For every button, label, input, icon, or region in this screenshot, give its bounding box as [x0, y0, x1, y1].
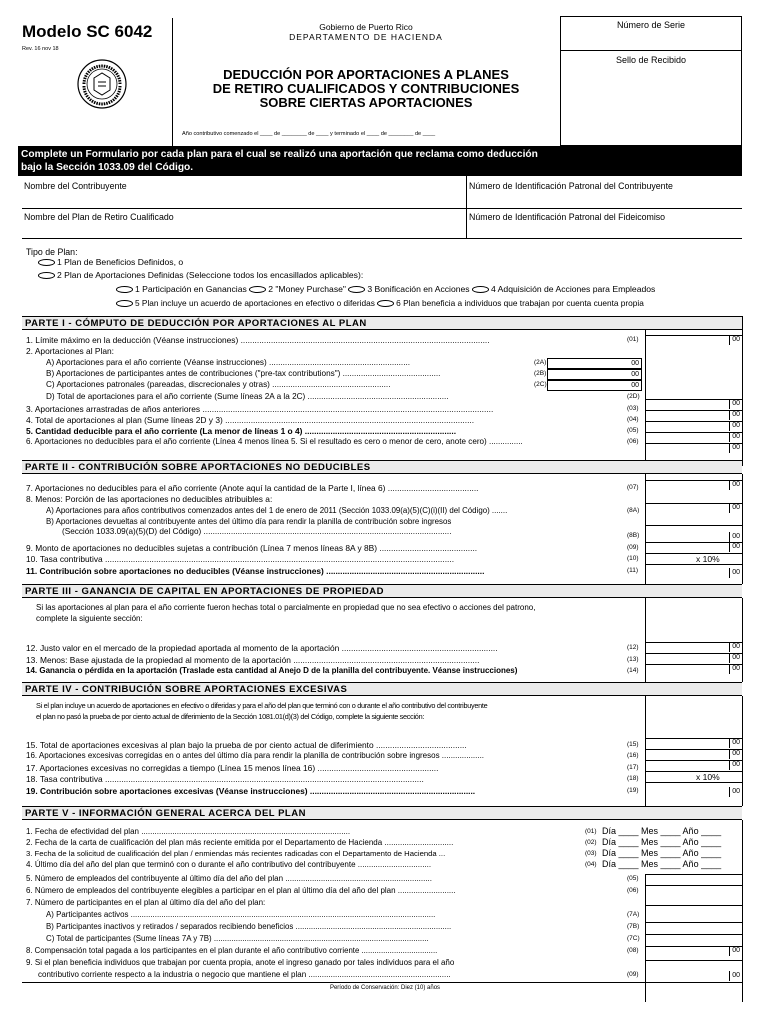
- part-3-intro-2: complete la siguiente sección:: [36, 614, 143, 623]
- checkbox-oval-icon[interactable]: [348, 286, 365, 293]
- line-2-text: 2. Aportaciones al Plan:: [26, 346, 114, 356]
- p5-line-7c-text: C) Total de participantes (Sume líneas 7A y 7B) ..................................................................................................: [46, 934, 429, 943]
- p5-line-9-ref: (09): [627, 971, 639, 978]
- line-8b-text-1: B) Aportaciones devueltas al contribuyente antes del último día para rendir la planilla de contribución sobre ingresos: [46, 517, 452, 526]
- p5-line-7b-ref: (7B): [627, 923, 640, 930]
- line-4-ref: (04): [627, 416, 639, 423]
- part-3-intro-1: Si las aportaciones al plan para el año corriente fueron hechas total o parcialmente en propiedad que no sea efectivo o acciones del patrono,: [36, 603, 536, 612]
- revision-date: Rev. 16 nov 18: [22, 46, 59, 52]
- line-12-amount[interactable]: 00: [645, 642, 742, 653]
- line-2c-amount[interactable]: 00: [547, 380, 642, 391]
- line-6-text: 6. Aportaciones no deducibles para el año corriente (Línea 4 menos línea 5. Si el resultado es cero o menor de cero, anote cero) ...............: [26, 437, 523, 446]
- p5-line-7a-value[interactable]: [645, 905, 742, 922]
- hacienda-seal-icon: [76, 58, 128, 110]
- line-9-amount[interactable]: 00: [645, 542, 742, 553]
- line-9-text: 9. Monto de aportaciones no deducibles sujetas a contribución (Línea 7 menos líneas 8A y 8B) ..........................................: [26, 543, 478, 553]
- p5-line-7a-ref: (7A): [627, 911, 640, 918]
- p5-line-3-text: 3. Fecha de la solicitud de cualificación del plan / enmiendas más recientes radicadas con el Departamento de Hacienda ...: [26, 849, 446, 858]
- serial-number-label: Número de Serie: [616, 20, 686, 30]
- p5-line-7b-value[interactable]: [645, 922, 742, 934]
- p5-line-2-date[interactable]: Día ____ Mes ____ Año ____: [602, 837, 722, 847]
- line-7-ref: (07): [627, 484, 639, 491]
- line-17-ref: (17): [627, 764, 639, 771]
- line-15-amount[interactable]: 00: [645, 738, 742, 749]
- line-9-ref: (09): [627, 544, 639, 551]
- line-14-text: 14. Ganancia o pérdida en la aportación (Traslade esta cantidad al Anejo D de la planilla del contribuyente. Véanse instrucciones): [26, 666, 518, 675]
- p5-line-9-amount[interactable]: 00: [645, 960, 742, 982]
- line-7-text: 7. Aportaciones no deducibles para el año corriente (Anote aquí la cantidad de la Parte I, línea 6) .......................................: [26, 483, 479, 493]
- line-5-ref: (05): [627, 427, 639, 434]
- line-8-text: 8. Menos: Porción de las aportaciones no deducibles atribuibles a:: [26, 494, 273, 504]
- line-11-text: 11. Contribución sobre aportaciones no deducibles (Véanse instrucciones) ....................................................................: [26, 566, 485, 576]
- line-2b-ref: (2B): [534, 370, 547, 377]
- form-title-3: SOBRE CIERTAS APORTACIONES: [259, 95, 473, 110]
- line-8a-ref: (8A): [627, 507, 640, 514]
- part-5-header: PARTE V - INFORMACIÓN GENERAL ACERCA DEL PLAN: [22, 806, 742, 820]
- p5-line-4-date[interactable]: Día ____ Mes ____ Año ____: [602, 859, 722, 869]
- line-2b-text: B) Aportaciones de participantes antes de contribuciones ("pre-tax contributions") ...........................................: [46, 369, 441, 378]
- checkbox-oval-icon[interactable]: [116, 286, 133, 293]
- line-2a-text: A) Aportaciones para el año corriente (Véanse instrucciones) ..............................................................: [46, 358, 411, 367]
- line-19-amount[interactable]: 00: [645, 782, 742, 806]
- taxpayer-name-field[interactable]: [22, 192, 466, 208]
- taxpayer-ein-field[interactable]: [466, 192, 742, 208]
- line-11-ref: (11): [627, 567, 639, 574]
- line-4-text: 4. Total de aportaciones al plan (Sume líneas 2D y 3) ...........................................................................................................: [26, 415, 475, 425]
- line-1-ref: (01): [627, 336, 639, 343]
- p5-line-4-ref: (04): [585, 861, 597, 868]
- line-12-ref: (12): [627, 644, 639, 651]
- part-4-intro-2: el plan no pasó la prueba de por ciento actual de diferimiento de la Sección 1081.01(d)(3) del Código, complete la siguiente sección:: [36, 712, 425, 721]
- line-1-text: 1. Límite máximo en la deducción (Véanse instrucciones) ...........................................................................................................: [26, 335, 490, 345]
- p5-line-4-text: 4. Último día del año del plan que terminó con o durante el año contributivo del contribuyente .................................: [26, 860, 432, 869]
- line-3-amount[interactable]: 00: [645, 410, 742, 421]
- line-2c-text: C) Aportaciones patronales (pareadas, discrecionales y otras) ....................................................: [46, 380, 391, 389]
- line-15-ref: (15): [627, 741, 639, 748]
- plan-name-label: Nombre del Plan de Retiro Cualificado: [24, 212, 174, 222]
- line-19-ref: (19): [627, 787, 639, 794]
- p5-line-3-date[interactable]: Día ____ Mes ____ Año ____: [602, 848, 722, 858]
- p5-line-5-value[interactable]: [645, 874, 742, 885]
- line-16-ref: (16): [627, 752, 639, 759]
- line-10-text: 10. Tasa contributiva ......................................................................................................................................................: [26, 554, 455, 564]
- line-8b-text-2: (Sección 1033.09(a)(5)(D) del Código) .............................................................................................................: [62, 527, 452, 536]
- taxpayer-name-label: Nombre del Contribuyente: [24, 181, 127, 191]
- taxable-year-line[interactable]: Año contributivo comenzado el ____ de ________ de ____ y terminado el ____ de ________ de ____: [182, 131, 436, 137]
- line-12-text: 12. Justo valor en el mercado de la propiedad aportada al momento de la aportación ...................................................................: [26, 643, 498, 653]
- part-4-intro-1: Si el plan incluye un acuerdo de aportaciones en efectivo o diferidas y para el año del plan que terminó con o durante el año contributivo del contribuyente: [36, 701, 488, 710]
- p5-line-2-text: 2. Fecha de la carta de cualificación del plan más reciente emitida por el Departamento de Hacienda ...............................: [26, 838, 454, 847]
- part-4-header: PARTE IV - CONTRIBUCIÓN SOBRE APORTACIONES EXCESIVAS: [22, 682, 742, 696]
- p5-line-9-text-2: contributivo corriente respecto a la industria o negocio que mantiene el plan ................................................................: [38, 970, 451, 979]
- line-18-text: 18. Tasa contributiva .........................................................................................................................................: [26, 774, 424, 784]
- line-19-text: 19. Contribución sobre aportaciones excesivas (Véanse instrucciones) .......................................................................: [26, 786, 476, 796]
- line-1-amount[interactable]: 00: [645, 335, 742, 346]
- part-3-header: PARTE III - GANANCIA DE CAPITAL EN APORTACIONES DE PROPIEDAD: [22, 584, 742, 598]
- plan-type-option-1[interactable]: 1 Plan de Beneficios Definidos, o: [38, 257, 183, 267]
- p5-line-1-text: 1. Fecha de efectividad del plan ..............................................................................................: [26, 827, 351, 836]
- line-14-ref: (14): [627, 667, 639, 674]
- line-2d-amount[interactable]: 00: [645, 399, 742, 410]
- plan-name-field[interactable]: [22, 222, 466, 238]
- line-4-amount[interactable]: 00: [645, 421, 742, 432]
- p5-line-5-ref: (05): [627, 875, 639, 882]
- line-6-amount[interactable]: 00: [645, 443, 742, 460]
- p5-line-8-text: 8. Compensación total pagada a los participantes en el plan durante el año contributivo corriente ...................................: [26, 946, 438, 955]
- line-8a-amount[interactable]: 00: [645, 503, 742, 525]
- p5-line-7c-ref: (7C): [627, 935, 640, 942]
- line-2c-ref: (2C): [534, 381, 547, 388]
- line-5-text: 5. Cantidad deducible para el año corriente (La menor de líneas 1 o 4) .................................................................: [26, 426, 457, 436]
- line-14-amount[interactable]: 00: [645, 664, 742, 682]
- retention-period: Período de Conservación: Diez (10) años: [329, 985, 441, 991]
- line-3-text: 3. Aportaciones arrastradas de años anteriores .............................................................................................................................: [26, 404, 494, 414]
- part-2-header: PARTE II - CONTRIBUCIÓN SOBRE APORTACIONES NO DEDUCIBLES: [22, 460, 742, 474]
- line-2a-amount[interactable]: 00: [547, 358, 642, 369]
- line-16-amount[interactable]: 00: [645, 749, 742, 760]
- line-7-amount[interactable]: 00: [645, 480, 742, 494]
- line-8b-amount[interactable]: 00: [645, 525, 742, 542]
- checkbox-oval-icon[interactable]: [472, 286, 489, 293]
- line-17-amount[interactable]: 00: [645, 760, 742, 771]
- government-name: Gobierno de Puerto Rico: [319, 22, 413, 32]
- p5-line-9-text-1: 9. Si el plan beneficia individuos que trabajan por cuenta propia, anote el ingreso ganado por tales individuos para el año: [26, 958, 455, 967]
- trustee-ein-field[interactable]: [466, 222, 742, 238]
- line-13-ref: (13): [627, 656, 639, 663]
- instruction-line-2: bajo la Sección 1033.09 del Código.: [21, 162, 194, 173]
- line-10-ref: (10): [627, 555, 639, 562]
- p5-line-7-text: 7. Número de participantes en el plan al último día del año del plan:: [26, 898, 266, 907]
- plan-type-option-2[interactable]: 2 Plan de Aportaciones Definidas (Seleccione todos los encasillados aplicables):: [38, 270, 363, 280]
- p5-line-5-text: 5. Número de empleados del contribuyente al último día del año del plan ..................................................................: [26, 874, 432, 883]
- radio-oval-icon[interactable]: [38, 259, 55, 266]
- instruction-line-1: Complete un Formulario por cada plan para el cual se realizó una aportación que reclama como deducción: [21, 149, 538, 160]
- form-title-1: DEDUCCIÓN POR APORTACIONES A PLANES: [223, 67, 509, 82]
- line-11-amount[interactable]: 00: [645, 564, 742, 584]
- form-title-2: DE RETIRO CUALIFICADOS Y CONTRIBUCIONES: [212, 81, 520, 96]
- p5-line-8-amount[interactable]: 00: [645, 946, 742, 960]
- line-13-amount[interactable]: 00: [645, 653, 742, 664]
- trustee-ein-label: Número de Identificación Patronal del Fideicomiso: [469, 212, 666, 222]
- p5-line-1-ref: (01): [585, 828, 597, 835]
- p5-line-3-ref: (03): [585, 850, 597, 857]
- plan-subtypes-row-2: 5 Plan incluye un acuerdo de aportaciones en efectivo o diferidas 6 Plan beneficia a individuos que trabajan por cuenta cuenta propia: [116, 298, 644, 308]
- serial-number-field[interactable]: [560, 30, 742, 50]
- line-18-ref: (18): [627, 775, 639, 782]
- received-stamp-label: Sello de Recibido: [615, 55, 687, 65]
- p5-line-7b-text: B) Participantes inactivos y retirados / separados recibiendo beneficios .......................................................................: [46, 922, 452, 931]
- line-10-rate: x 10%: [645, 553, 742, 564]
- line-2b-amount[interactable]: 00: [547, 369, 642, 380]
- line-2a-ref: (2A): [534, 359, 547, 366]
- line-18-rate: x 10%: [645, 771, 742, 782]
- p5-line-6-ref: (06): [627, 887, 639, 894]
- p5-line-7a-text: A) Participantes activos ...........................................................................................................................................: [46, 910, 436, 919]
- line-2d-ref: (2D): [627, 393, 640, 400]
- p5-line-6-value[interactable]: [645, 885, 742, 905]
- p5-line-8-ref: (08): [627, 947, 639, 954]
- line-17-text: 17. Aportaciones excesivas no corregidas a tiempo (Línea 15 menos línea 16) ....................................................: [26, 763, 439, 773]
- p5-line-7c-value[interactable]: [645, 934, 742, 946]
- line-5-amount[interactable]: 00: [645, 432, 742, 443]
- line-2d-text: D) Total de aportaciones para el año corriente (Sume líneas 2A a la 2C) ..............................................................: [46, 392, 449, 401]
- line-13-text: 13. Menos: Base ajustada de la propiedad al momento de la aportación ................................................................................: [26, 655, 480, 665]
- line-8b-ref: (8B): [627, 532, 640, 539]
- checkbox-oval-icon[interactable]: [249, 286, 266, 293]
- line-16-text: 16. Aportaciones excesivas corregidas en o antes del último día para rendir la planilla de contribución sobre ingresos ...................: [26, 751, 485, 760]
- p5-line-6-text: 6. Número de empleados del contribuyente elegibles a participar en el plan al último día del año del plan ..........................: [26, 886, 456, 895]
- radio-oval-icon[interactable]: [38, 272, 55, 279]
- checkbox-oval-icon[interactable]: [116, 300, 133, 307]
- line-15-text: 15. Total de aportaciones excesivas al plan bajo la prueba de por ciento actual de diferimiento .......................................: [26, 740, 467, 750]
- taxpayer-ein-label: Número de Identificación Patronal del Contribuyente: [469, 181, 673, 191]
- instruction-banner: [18, 146, 742, 176]
- p5-line-1-date[interactable]: Día ____ Mes ____ Año ____: [602, 826, 722, 836]
- p5-line-2-ref: (02): [585, 839, 597, 846]
- line-3-ref: (03): [627, 405, 639, 412]
- checkbox-oval-icon[interactable]: [377, 300, 394, 307]
- line-8a-text: A) Aportaciones para años contributivos comenzados antes del 1 de enero de 2011 (Sección 1033.09(a)(5)(C)(i)(II) del Código) .......: [46, 506, 508, 515]
- plan-type-label: Tipo de Plan:: [26, 247, 78, 257]
- line-6-ref: (06): [627, 438, 639, 445]
- plan-subtypes-row-1: 1 Participación en Ganancias 2 "Money Purchase" 3 Bonificación en Acciones 4 Adquisición de Acciones para Empleados: [116, 284, 655, 294]
- department-name: DEPARTAMENTO DE HACIENDA: [289, 32, 443, 42]
- form-model: Modelo SC 6042: [22, 22, 153, 41]
- part-1-header: PARTE I - CÓMPUTO DE DEDUCCIÓN POR APORTACIONES AL PLAN: [22, 316, 742, 330]
